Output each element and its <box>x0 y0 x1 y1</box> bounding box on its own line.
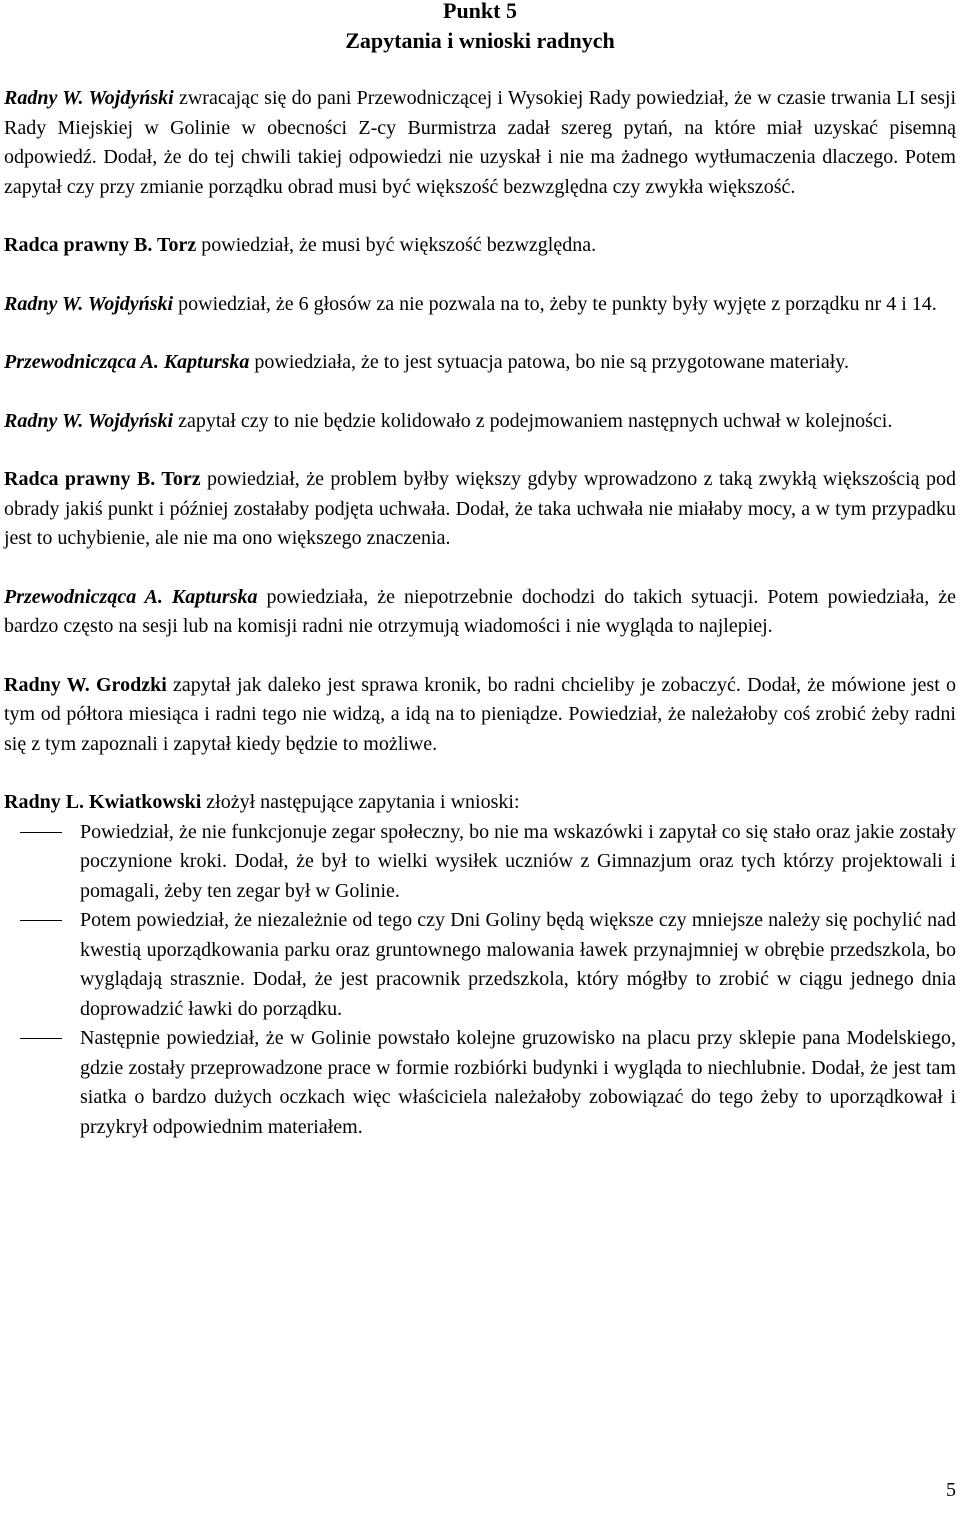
paragraph-text: złożył następujące zapytania i wnioski: <box>201 791 520 813</box>
speaker-name: Radny L. Kwiatkowski <box>4 791 202 813</box>
paragraph-torz-2 <box>4 465 956 554</box>
paragraph-text: powiedział, że musi być większość bezwzględna. <box>196 234 597 256</box>
list-item-text: Powiedział, że nie funkcjonuje zegar społeczny, bo nie ma wskazówki i zapytał co się stało oraz jakie zostały poczynione kroki. Dodał, że był to wielki wysiłek uczniów z Gimnazjum oraz tych którzy projektowali i pomagali, żeby ten zegar był w Golinie. <box>80 820 956 902</box>
speaker-name: Przewodnicząca A. Kapturska <box>4 351 250 373</box>
paragraph-text: zapytał czy to nie będzie kolidowało z podejmowaniem następnych uchwał w kolejności. <box>173 409 893 432</box>
paragraph-wojdynski-2 <box>4 290 956 320</box>
list-item-text: Następnie powiedział, że w Golinie powstało kolejne gruzowisko na placu przy sklepie pana Modelskiego, gdzie zostały przeprowadzone prace w formie rozbiórki budynki i wygląda to niechlubnie. Dodał, że jest tam siatka o bardzo dużych oczkach więc właściciela należałoby zobowiązać do tego żeby to uporządkował i przykrył odpowiednim materiałem. <box>80 1027 956 1138</box>
paragraph-kapturska-1 <box>4 348 956 378</box>
paragraph-text: zapytał jak daleko jest sprawa kronik, bo radni chcieliby je zobaczyć. Dodał, że mówione jest o tym od półtora miesiąca i radni tego nie widzą, a idą na to pieniądze. Powiedział, że należałoby coś zrobić żeby radni się z tym zapoznali i zapytał kiedy będzie to możliwe. <box>4 673 957 755</box>
list-item <box>4 818 956 907</box>
page-number: 5 <box>946 1479 956 1501</box>
paragraph-text: powiedziała, że niepotrzebnie dochodzi do takich sytuacji. Potem powiedziała, że bardzo często na sesji lub na komisji radni nie otrzymują wiadomości i nie wygląda to najlepiej. <box>4 585 956 637</box>
paragraph-text: zwracając się do pani Przewodniczącej i Wysokiej Rady powiedział, że w czasie trwania LI sesji Rady Miejskiej w Golinie w obecności Z-cy Burmistrza zadał szereg pytań, na które miał uzyskać pisemną odpowiedź. Dodał, że do tej chwili takiej odpowiedzi nie uzyskał i nie ma żadnego wytłumaczenia dlaczego. Potem zapytał czy przy zmianie porządku obrad musi być większość bezwzględna czy zwykła większość. <box>4 87 956 198</box>
dash-bullet-icon <box>20 920 62 921</box>
section-heading <box>4 0 956 56</box>
requests-list <box>4 818 956 1143</box>
speaker-name: Radny W. Wojdyński <box>4 409 174 432</box>
speaker-name: Radny W. Wojdyński <box>4 87 174 109</box>
list-item <box>4 906 956 1024</box>
speaker-name: Radca prawny B. Torz <box>4 234 197 256</box>
speaker-name: Radca prawny B. Torz <box>4 468 201 490</box>
paragraph-text: powiedział, że 6 głosów za nie pozwala na to, żeby te punkty były wyjęte z porządku nr 4 i 14. <box>173 292 937 315</box>
list-item-text: Potem powiedział, że niezależnie od tego czy Dni Goliny będą większe czy mniejsze należy się pochylić nad kwestią uporządkowania parku oraz gruntownego malowania ławek przynajmniej w obrębie przedszkola, bo wyglądają strasznie. Dodał, że jest pracownik przedszkola, który mógłby to zrobić w ciągu jednego dnia doprowadzić ławki do porządku. <box>80 909 956 1020</box>
dash-bullet-icon <box>20 832 62 833</box>
paragraph-wojdynski-1 <box>4 84 956 202</box>
speaker-name: Radny W. Wojdyński <box>4 292 174 315</box>
paragraph-grodzki <box>4 671 956 760</box>
paragraph-wojdynski-3 <box>4 407 956 437</box>
document-page <box>4 0 956 1142</box>
paragraph-torz-1 <box>4 231 956 261</box>
paragraph-text: powiedziała, że to jest sytuacja patowa, bo nie są przygotowane materiały. <box>249 351 849 373</box>
paragraph-kwiatkowski <box>4 788 956 818</box>
list-item <box>4 1024 956 1142</box>
heading-point-number: Punkt 5 <box>443 0 517 23</box>
heading-title: Zapytania i wnioski radnych <box>345 28 615 53</box>
paragraph-kapturska-2 <box>4 583 956 642</box>
speaker-name: Radny W. Grodzki <box>4 673 167 696</box>
paragraph-text: powiedział, że problem byłby większy gdyby wprowadzono z taką zwykłą większością pod obrady jakiś punkt i później zostałaby podjęta uchwała. Dodał, że taka uchwała nie miałaby mocy, a w tym przypadku jest to uchybienie, ale nie ma ono większego znaczenia. <box>4 468 956 549</box>
speaker-name: Przewodnicząca A. Kapturska <box>4 585 258 608</box>
dash-bullet-icon <box>20 1038 62 1039</box>
